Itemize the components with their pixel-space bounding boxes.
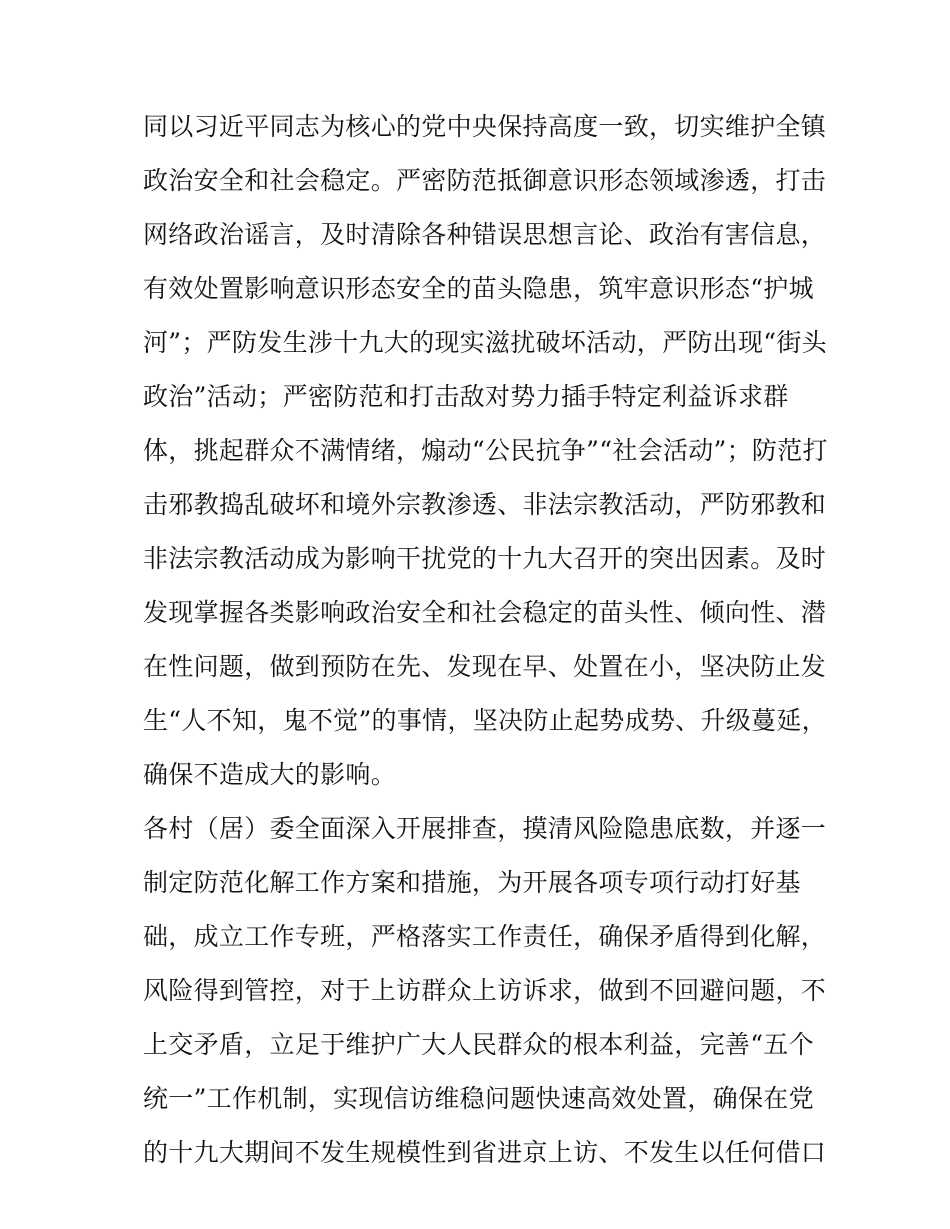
paragraph-2-line-2: 制定防范化解工作方案和措施，为开展各项专项行动打好基 <box>143 868 801 897</box>
paragraph-1-line-1: 同以习近平同志为核心的党中央保持高度一致，切实维护全镇 <box>143 112 827 141</box>
paragraph-2-line-3: 础，成立工作专班，严格落实工作责任，确保矛盾得到化解， <box>143 922 827 951</box>
paragraph-2-line-4: 风险得到管控，对于上访群众上访诉求，做到不回避问题，不 <box>143 976 827 1005</box>
paragraph-1-line-2: 政治安全和社会稳定。严密防范抵御意识形态领域渗透，打击 <box>143 166 827 195</box>
paragraph-1-line-3: 网络政治谣言，及时清除各种错误思想言论、政治有害信息， <box>143 220 827 249</box>
paragraph-2-line-1: 各村（居）委全面深入开展排查，摸清风险隐患底数，并逐一 <box>143 814 827 843</box>
paragraph-1-line-11: 在性问题，做到预防在先、发现在早、处置在小，坚决防止发 <box>143 652 827 681</box>
paragraph-2-line-5: 上交矛盾，立足于维护广大人民群众的根本利益，完善“五个 <box>143 1030 814 1059</box>
paragraph-1-line-10: 发现掌握各类影响政治安全和社会稳定的苗头性、倾向性、潜 <box>143 598 827 627</box>
paragraph-1-line-9: 非法宗教活动成为影响干扰党的十九大召开的突出因素。及时 <box>143 544 827 573</box>
paragraph-1-line-7: 体，挑起群众不满情绪，煽动“公民抗争”“社会活动”；防范打 <box>143 436 828 465</box>
paragraph-1-line-12: 生“人不知，鬼不觉”的事情，坚决防止起势成势、升级蔓延， <box>143 706 827 735</box>
paragraph-2-line-6: 统一”工作机制，实现信访维稳问题快速高效处置，确保在党 <box>143 1084 814 1113</box>
paragraph-1-line-8: 击邪教捣乱破坏和境外宗教渗透、非法宗教活动，严防邪教和 <box>143 490 827 519</box>
paragraph-1-line-5: 河”；严防发生涉十九大的现实滋扰破坏活动，严防出现“街头 <box>143 328 827 357</box>
paragraph-1-line-4: 有效处置影响意识形态安全的苗头隐患，筑牢意识形态“护城 <box>143 274 814 303</box>
paragraph-1-line-6: 政治”活动；严密防范和打击敌对势力插手特定利益诉求群 <box>143 382 789 411</box>
paragraph-1-line-13: 确保不造成大的影响。 <box>143 760 397 789</box>
paragraph-2-line-7: 的十九大期间不发生规模性到省进京上访、不发生以任何借口 <box>143 1138 827 1167</box>
